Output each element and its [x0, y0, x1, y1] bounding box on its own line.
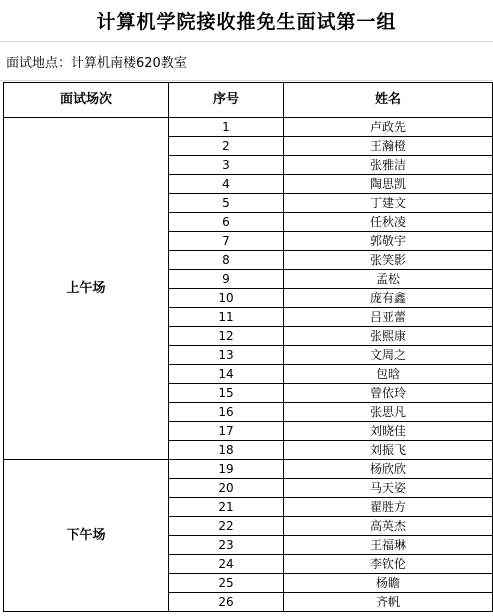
interview-location: 面试地点：计算机南楼620教室	[6, 56, 187, 71]
row-number: 3	[169, 156, 284, 175]
row-number: 11	[169, 308, 284, 327]
candidate-name: 卢政先	[284, 118, 493, 137]
candidate-name: 曾依玲	[284, 384, 493, 403]
row-number: 23	[169, 536, 284, 555]
row-number: 2	[169, 137, 284, 156]
row-number: 1	[169, 118, 284, 137]
candidate-name: 孟松	[284, 270, 493, 289]
location-row	[0, 41, 493, 81]
candidate-name: 刘晓佳	[284, 422, 493, 441]
candidate-name: 陶思凯	[284, 175, 493, 194]
candidate-name: 文周之	[284, 346, 493, 365]
row-number: 24	[169, 555, 284, 574]
row-number: 4	[169, 175, 284, 194]
candidate-name: 庞有鑫	[284, 289, 493, 308]
column-header-name: 姓名	[284, 83, 493, 118]
row-number: 25	[169, 574, 284, 593]
candidate-name: 丁建文	[284, 194, 493, 213]
candidate-name: 张思凡	[284, 403, 493, 422]
candidate-name: 包晗	[284, 365, 493, 384]
row-number: 14	[169, 365, 284, 384]
candidate-name: 郭敬宇	[284, 232, 493, 251]
candidate-name: 吕亚蕾	[284, 308, 493, 327]
candidate-name: 翟胜方	[284, 498, 493, 517]
row-number: 20	[169, 479, 284, 498]
candidate-name: 杨欣欣	[284, 460, 493, 479]
candidate-name: 齐帆	[284, 593, 493, 612]
candidate-name: 张雅洁	[284, 156, 493, 175]
interview-table	[3, 82, 493, 612]
candidate-name: 刘振飞	[284, 441, 493, 460]
session-label: 下午场	[4, 460, 169, 612]
row-number: 16	[169, 403, 284, 422]
column-header-number: 序号	[169, 83, 284, 118]
row-number: 9	[169, 270, 284, 289]
row-number: 8	[169, 251, 284, 270]
table-body	[4, 118, 493, 612]
row-number: 21	[169, 498, 284, 517]
column-header-session: 面试场次	[4, 83, 169, 118]
candidate-name: 杨瞻	[284, 574, 493, 593]
candidate-name: 张笑影	[284, 251, 493, 270]
candidate-name: 李钦伦	[284, 555, 493, 574]
row-number: 7	[169, 232, 284, 251]
header-row	[4, 83, 493, 118]
row-number: 26	[169, 593, 284, 612]
row-number: 13	[169, 346, 284, 365]
row-number: 15	[169, 384, 284, 403]
row-number: 19	[169, 460, 284, 479]
candidate-name: 张熙康	[284, 327, 493, 346]
row-number: 17	[169, 422, 284, 441]
row-number: 18	[169, 441, 284, 460]
page-title: 计算机学院接收推免生面试第一组	[96, 11, 397, 33]
row-number: 5	[169, 194, 284, 213]
session-label: 上午场	[4, 118, 169, 460]
row-number: 12	[169, 327, 284, 346]
row-number: 10	[169, 289, 284, 308]
candidate-name: 高英杰	[284, 517, 493, 536]
candidate-name: 王瀚橙	[284, 137, 493, 156]
table-row	[4, 118, 493, 137]
candidate-name: 任秋凌	[284, 213, 493, 232]
candidate-name: 王福琳	[284, 536, 493, 555]
table-row	[4, 460, 493, 479]
candidate-name: 马天姿	[284, 479, 493, 498]
row-number: 6	[169, 213, 284, 232]
row-number: 22	[169, 517, 284, 536]
